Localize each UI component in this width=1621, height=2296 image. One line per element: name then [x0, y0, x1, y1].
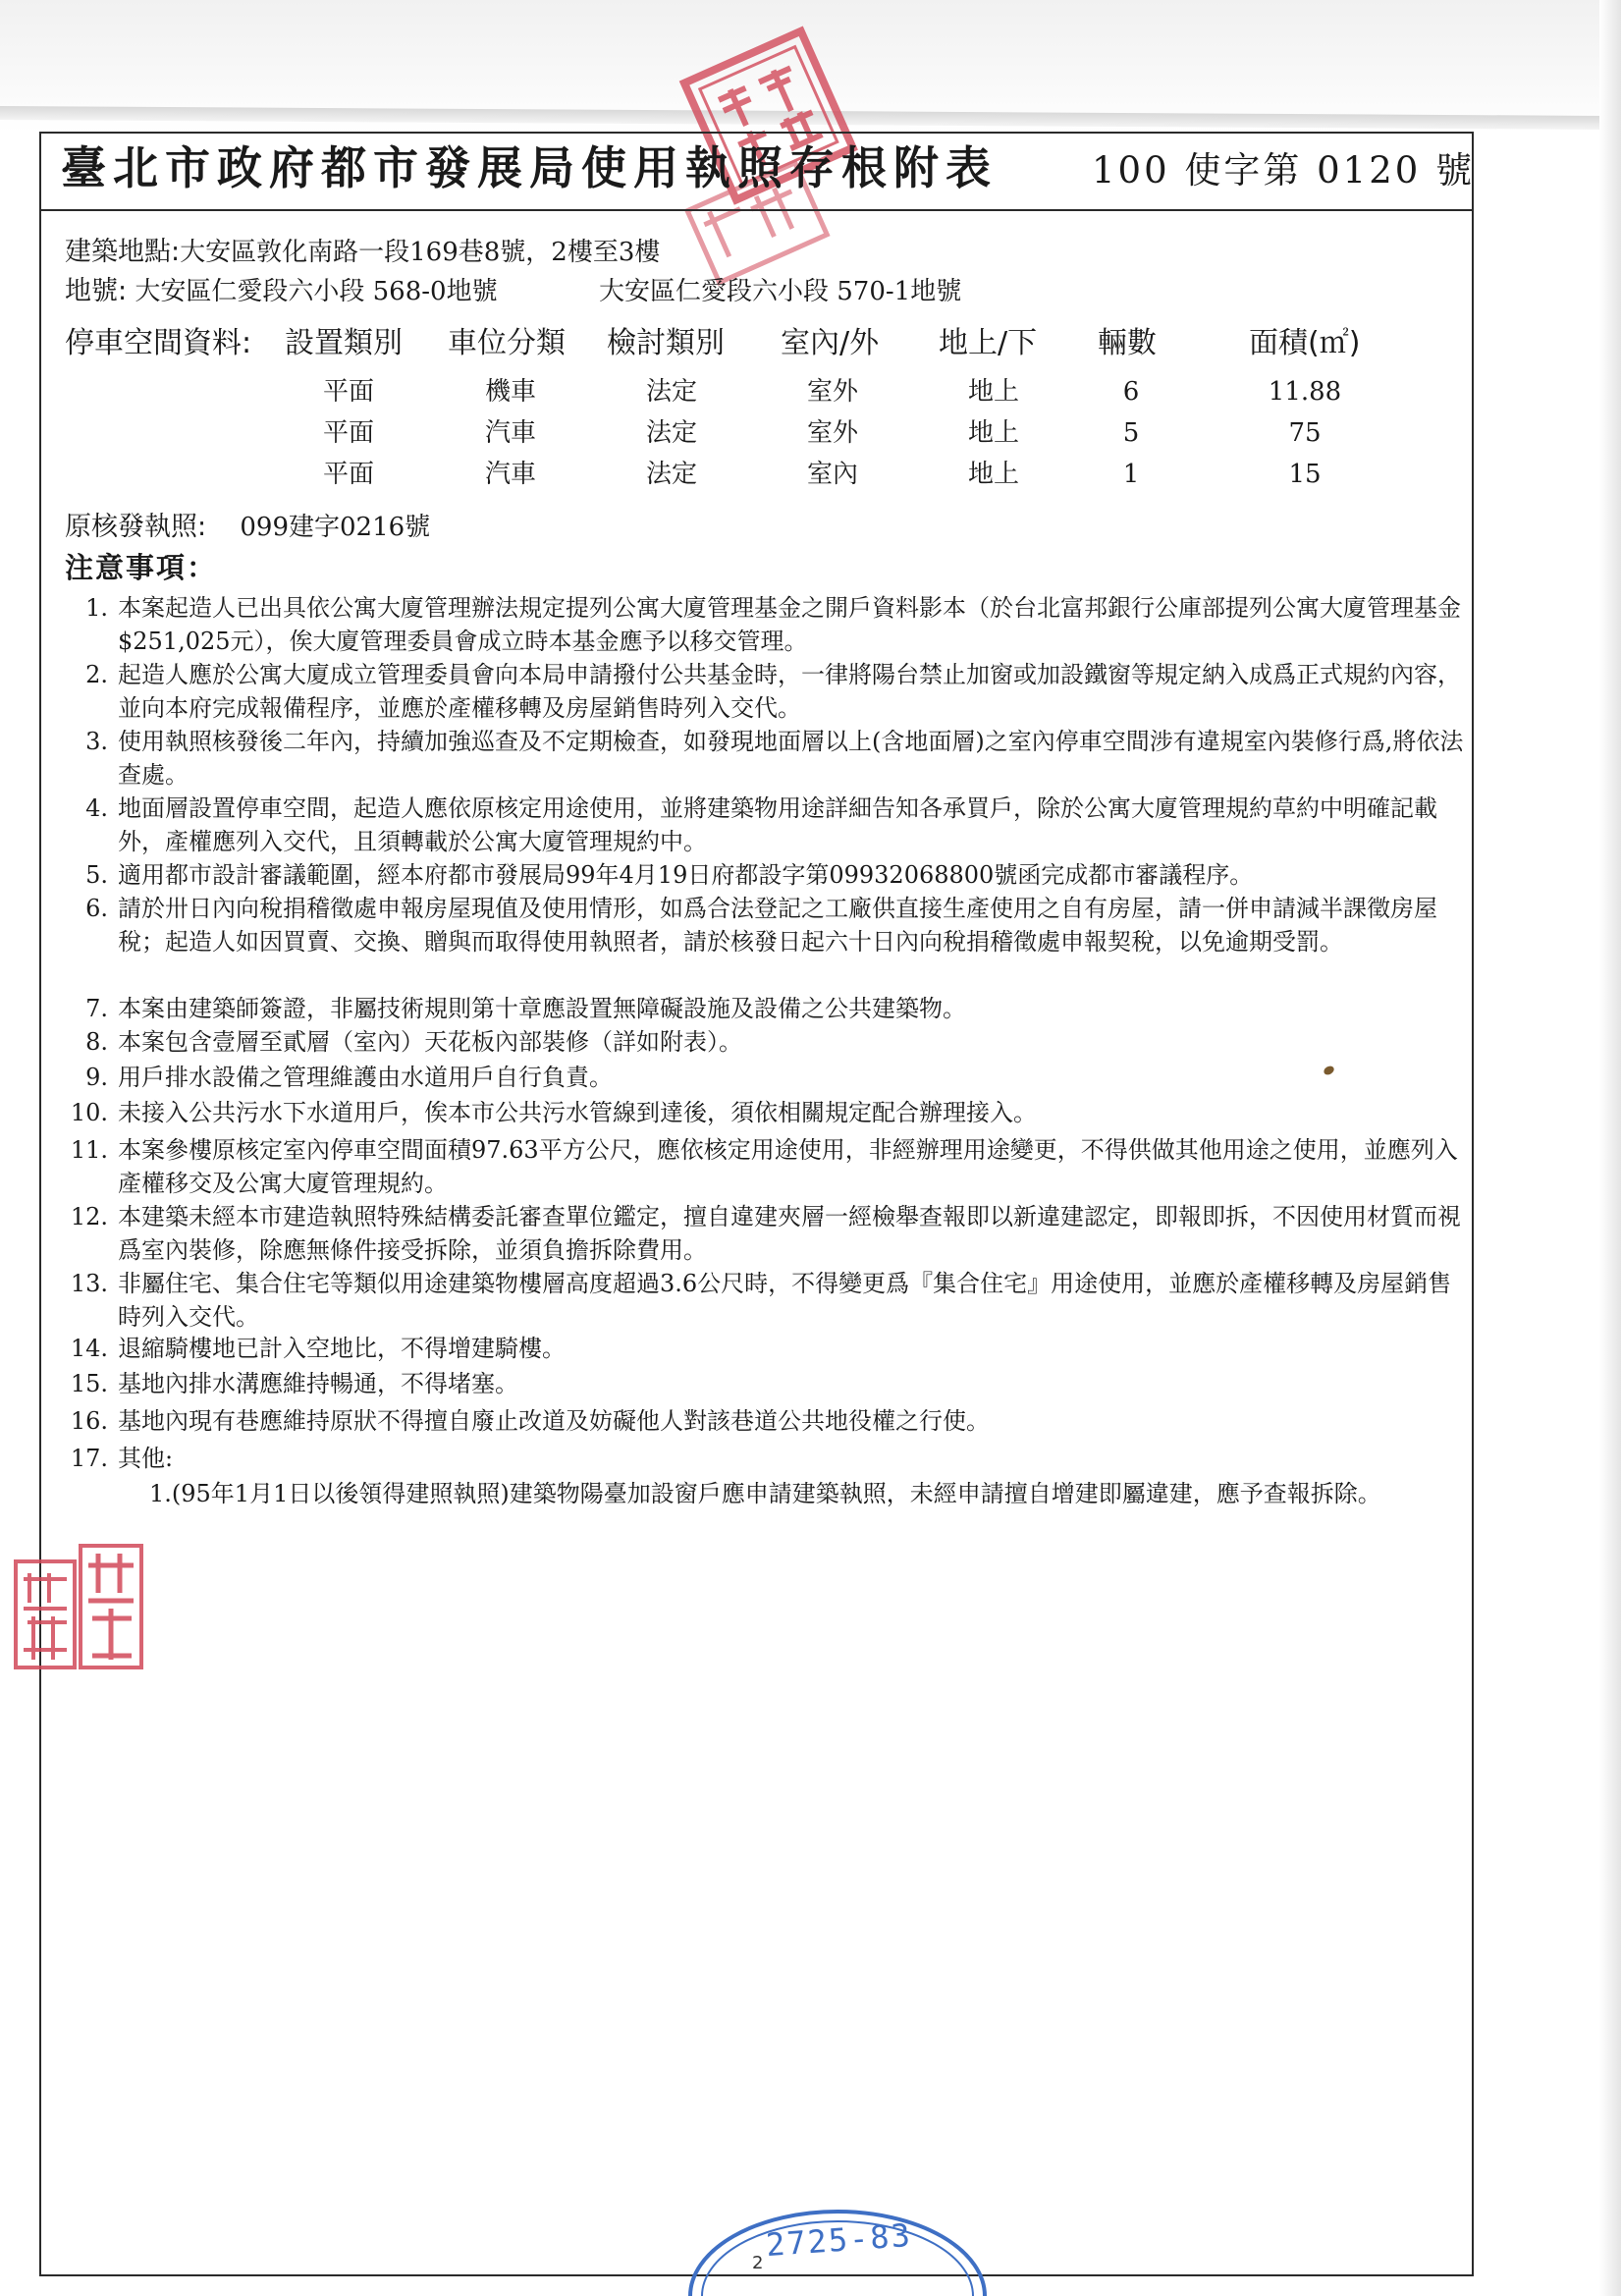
paper-right-shadow [1599, 0, 1621, 2296]
parking-header-indoor: 室內/外 [781, 326, 880, 360]
note-number: 5. [85, 861, 108, 889]
parking-cell: 15 [1288, 460, 1322, 489]
notes-heading: 注意事項： [65, 551, 218, 584]
note-number: 4. [85, 794, 108, 822]
note-number: 10. [70, 1099, 108, 1126]
note-text: 基地內現有巷應維持原狀不得擅自廢止改道及妨礙他人對該巷道公共地役權之行使。 [118, 1407, 990, 1435]
parking-header-review: 檢討類別 [607, 326, 725, 360]
parking-label: 停車空間資料: [65, 326, 252, 360]
note-text: 基地內排水溝應維持暢通，不得堵塞。 [118, 1370, 518, 1397]
parking-cell: 75 [1288, 418, 1322, 448]
parking-cell: 汽車 [484, 460, 536, 489]
note-text: 退縮騎樓地已計入空地比，不得增建騎樓。 [118, 1335, 566, 1362]
note-number: 11. [70, 1136, 108, 1164]
page-number: 2 [752, 2253, 764, 2273]
note-number: 1. [85, 594, 108, 622]
note-number: 2. [85, 661, 108, 688]
note-text: 地面層設置停車空間，起造人應依原核定用途使用，並將建築物用途詳細告知各承買戶，除於公寓大廈管理規約草約中明確記載外，產權應列入交代，且須轉載於公寓大廈管理規約中。 [118, 794, 1437, 855]
parking-cell: 地上 [967, 418, 1019, 448]
parking-cell: 法定 [645, 460, 697, 489]
original-permit-value: 099建字0216號 [240, 513, 431, 542]
parking-cell: 室內 [806, 460, 858, 489]
note-number: 15. [70, 1370, 108, 1397]
note-text: 本案參樓原核定室內停車空間面積97.63平方公尺，應依核定用途使用，非經辦理用途變更，不得供做其他用途之使用，並應列入產權移交及公寓大廈管理規約。 [118, 1136, 1458, 1197]
note-number: 12. [70, 1203, 108, 1230]
note-number: 9. [85, 1064, 108, 1091]
parking-cell: 11.88 [1268, 377, 1342, 407]
parking-cell: 5 [1122, 418, 1140, 448]
bottom-number-stamp [675, 2188, 1000, 2296]
address-value: 大安區敦化南路一段169巷8號，2樓至3樓 [180, 238, 661, 267]
parking-cell: 1 [1122, 460, 1140, 489]
parking-cell: 法定 [645, 418, 697, 448]
stamp-number: 2725-83 [764, 2215, 914, 2265]
note-number: 8. [85, 1028, 108, 1056]
note-text: 本案包含壹層至貳層（室內）天花板內部裝修（詳如附表）。 [118, 1028, 742, 1056]
parking-cell: 法定 [645, 377, 697, 407]
note-text: 非屬住宅、集合住宅等類似用途建築物樓層高度超過3.6公尺時，不得變更爲『集合住宅』用途使用，並應於產權移轉及房屋銷售時列入交代。 [118, 1270, 1452, 1331]
lot-item-1: 大安區仁愛段六小段 568-0地號 [135, 277, 498, 306]
parking-cell: 地上 [967, 460, 1019, 489]
parking-header-type: 設置類別 [285, 326, 403, 360]
parking-header-level: 地上/下 [939, 326, 1038, 360]
note-text: 未接入公共污水下水道用戶，俟本市公共污水管線到達後，須依相關規定配合辦理接入。 [118, 1099, 1037, 1126]
note-number: 3. [85, 728, 108, 755]
parking-cell: 汽車 [484, 418, 536, 448]
original-permit-label: 原核發執照: [65, 512, 207, 542]
note-number: 13. [70, 1270, 108, 1297]
note-number: 17. [70, 1445, 108, 1472]
note-number: 14. [70, 1335, 108, 1362]
title-divider [39, 209, 1472, 211]
note-text: 適用都市設計審議範圍，經本府都市發展局99年4月19日府都設字第09932068800號函完成都市審議程序。 [118, 861, 1254, 889]
note-text: 本案起造人已出具依公寓大廈管理辦法規定提列公寓大廈管理基金之開戶資料影本（於台北富邦銀行公庫部提列公寓大廈管理基金$251,025元），俟大廈管理委員會成立時本基金應予以移交管理。 [118, 594, 1461, 655]
parking-cell: 室外 [806, 377, 858, 407]
note-number: 16. [70, 1407, 108, 1435]
address-line [65, 236, 660, 269]
note-text: 起造人應於公寓大廈成立管理委員會向本局申請撥付公共基金時，一律將陽台禁止加窗或加設鐵窗等規定納入成爲正式規約內容，並向本府完成報備程序，並應於產權移轉及房屋銷售時列入交代。 [118, 661, 1461, 722]
note-17-sub-item: 1.(95年1月1日以後領得建照執照)建築物陽臺加設窗戶應申請建築執照，未經申請擅自增建即屬違建，應予查報拆除。 [149, 1480, 1381, 1507]
original-permit-line [65, 511, 430, 544]
permit-number: 100 使字第 0120 號 [1092, 149, 1476, 191]
note-number: 7. [85, 995, 108, 1022]
parking-header-count: 輛數 [1098, 326, 1157, 360]
parking-cell: 室外 [806, 418, 858, 448]
parking-cell: 地上 [967, 377, 1019, 407]
note-text: 本案由建築師簽證，非屬技術規則第十章應設置無障礙設施及設備之公共建築物。 [118, 995, 966, 1022]
parking-header-vehicle: 車位分類 [448, 326, 566, 360]
lot-item-2: 大安區仁愛段六小段 570-1地號 [599, 277, 962, 306]
parking-header-area: 面積(㎡) [1249, 326, 1361, 360]
parking-cell: 平面 [322, 418, 374, 448]
note-number: 6. [85, 895, 108, 922]
official-seal-left [10, 1540, 147, 1677]
note-text: 請於卅日內向稅捐稽徵處申報房屋現值及使用情形，如爲合法登記之工廠供直接生產使用之自有房屋，請一併申請減半課徵房屋稅；起造人如因買賣、交換、贈與而取得使用執照者，請於核發日起六十日內向稅捐稽徵處申報契稅，以免逾期受罰。 [118, 895, 1437, 956]
note-text: 使用執照核發後二年內，持續加強巡查及不定期檢查，如發現地面層以上(含地面層)之室內停車空間涉有違規室內裝修行爲,將依法查處。 [118, 728, 1464, 789]
lot-label: 地號: [65, 276, 128, 306]
parking-cell: 機車 [484, 377, 536, 407]
address-label: 建築地點: [65, 237, 181, 267]
note-text: 本建築未經本市建造執照特殊結構委託審查單位鑑定，擅自違建夾層一經檢舉查報即以新違建認定，即報即拆，不因使用材質而視爲室內裝修，除應無條件接受拆除，並須負擔拆除費用。 [118, 1203, 1461, 1264]
lot-line [65, 275, 498, 308]
note-text: 其他: [118, 1445, 174, 1472]
parking-cell: 平面 [322, 460, 374, 489]
note-text: 用戶排水設備之管理維護由水道用戶自行負責。 [118, 1064, 613, 1091]
parking-cell: 6 [1122, 377, 1140, 407]
document-title: 臺北市政府都市發展局使用執照存根附表 [61, 141, 998, 194]
parking-cell: 平面 [322, 377, 374, 407]
